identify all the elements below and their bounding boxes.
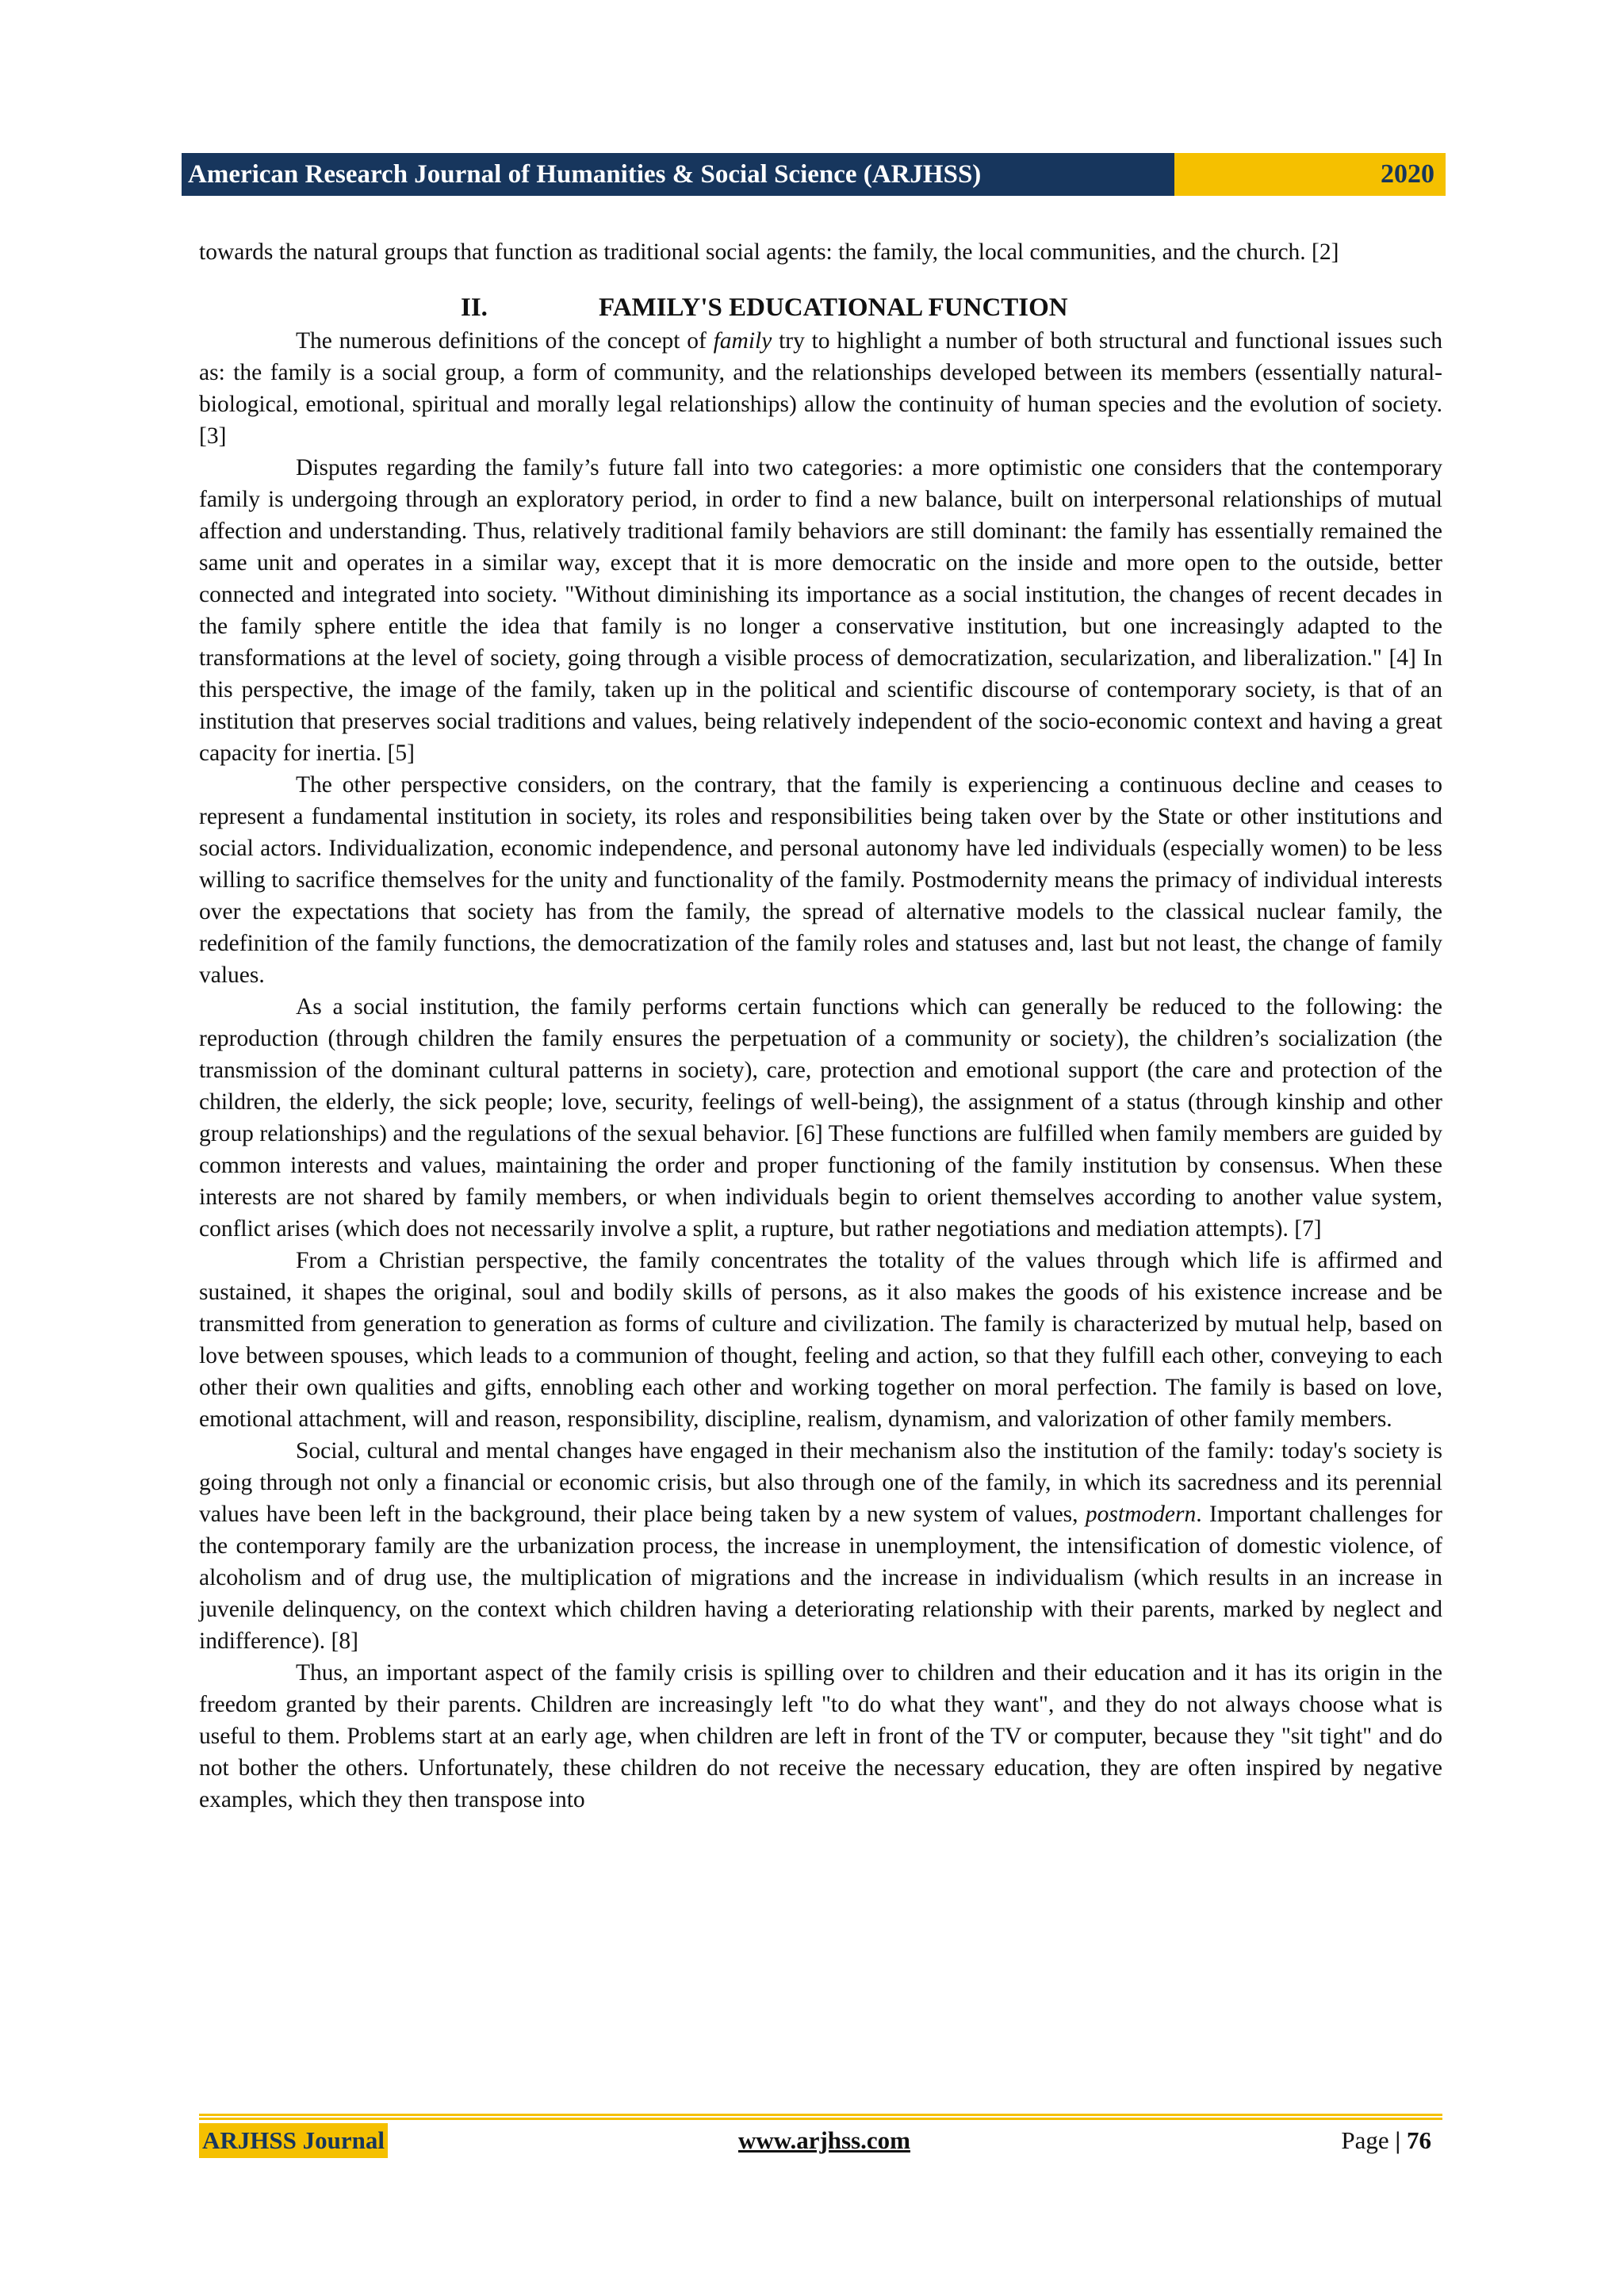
paragraph-changes — [199, 1435, 1442, 1657]
footer-divider — [199, 2114, 1442, 2120]
footer-journal-name: ARJHSS Journal — [199, 2123, 388, 2158]
footer-website-link[interactable]: www.arjhss.com — [738, 2126, 910, 2154]
paragraph-text: The numerous definitions of the concept of — [296, 328, 714, 354]
article-body — [199, 236, 1442, 1816]
paragraph-family-crisis: Thus, an important aspect of the family crisis is spilling over to children and their education and it has its origin in the freedom granted by their parents. Children are increasingly left "to do what they want", and they do not always choose what is useful to them. Problems start at an early age, when children are left in front of the TV or computer, because they "sit tight" and do not bother the others. Unfortunately, these children do not receive the necessary education, they are often inspired by negative examples, which they then transpose into — [199, 1660, 1442, 1812]
page-footer — [199, 2123, 1442, 2158]
continued-paragraph: towards the natural groups that function as traditional social agents: the family, the local communities, and the church. [2] — [199, 239, 1339, 265]
italic-term: family — [713, 328, 772, 354]
paragraph-functions: As a social institution, the family performs certain functions which can generally be reduced to the following: the reproduction (through children the family ensures the perpetuation of a community or society), the children’s socialization (the transmission of the dominant cultural patterns in society), care, protection and emotional support (the care and protection of the children, the elderly, the sick people; love, security, feelings of well-being), the assignment of a status (through kinship and other group relationships) and the regulations of the sexual behavior. [6] These functions are fulfilled when family members are guided by common interests and values, maintaining the order and proper functioning of the family institution by consensus. When these interests are not shared by family members, or when individuals begin to orient themselves according to another value system, conflict arises (which does not necessarily involve a split, a rupture, but rather negotiations and mediation attempts). [7] — [199, 994, 1442, 1242]
section-title: FAMILY'S EDUCATIONAL FUNCTION — [599, 293, 1068, 322]
paragraph-text: . Important challenges for the contemporary family are the urbanization process, the increase in unemployment, the intensification of domestic violence, of alcoholism and of drug use, the multiplication of migrations and the increase in individualism (which results in an increase in juvenile delinquency, on the context which children having a deteriorating relationship with their parents, marked by neglect and indifference). [8] — [199, 1502, 1442, 1654]
section-heading — [199, 290, 1442, 325]
section-number: II. — [461, 293, 488, 322]
page-separator: | — [1395, 2126, 1401, 2154]
running-header — [182, 153, 1446, 196]
paragraph-other-perspective: The other perspective considers, on the contrary, that the family is experiencing a continuous decline and ceases to represent a fundamental institution in society, its roles and responsibilities being taken over by the State or other institutions and social actors. Individualization, economic independence, and personal autonomy have led individuals (especially women) to be less willing to sacrifice themselves for the unity and functionality of the family. Postmodernity means the primacy of individual interests over the expectations that society has from the family, the spread of alternative models to the classical nuclear family, the redefinition of the family functions, the democratization of the family roles and statuses and, last but not least, the change of family values. — [199, 772, 1442, 988]
paragraph-disputes: Disputes regarding the family’s future fall into two categories: a more optimistic one considers that the contemporary family is undergoing through an exploratory period, in order to find a new balance, built on interpersonal relationships of mutual affection and understanding. Thus, relatively traditional family behaviors are still dominant: the family has essentially remained the same unit and operates in a similar way, except that it is more democratic on the inside and more open to the outside, better connected and integrated into society. "Without diminishing its importance as a social institution, the changes of recent decades in the family sphere entitle the idea that family is no longer a conservative institution, but one increasingly adapted to the transformations at the level of society, going through a visible process of democratization, secularization, and liberalization." [4] In this perspective, the image of the family, taken up in the political and scientific discourse of contemporary society, is that of an institution that preserves social traditions and values, being relatively independent of the socio-economic context and having a great capacity for inertia. [5] — [199, 455, 1442, 766]
paragraph-text: Social, cultural and mental changes have engaged in their mechanism also the institution of the family: today's society is going through not only a financial or economic crisis, but also through one of the family, in which its sacredness and its perennial values have been left in the background, their place being taken by a new system of values, — [199, 1438, 1442, 1527]
page-number: 76 — [1407, 2126, 1431, 2154]
journal-title: American Research Journal of Humanities & Social Science (ARJHSS) — [182, 153, 1174, 196]
paragraph-christian-perspective: From a Christian perspective, the family concentrates the totality of the values through which life is affirmed and sustained, it shapes the original, soul and bodily skills of persons, as it also makes the goods of his existence increase and be transmitted from generation to generation as forms of culture and civilization. The family is characterized by mutual help, based on love between spouses, which leads to a communion of thought, feeling and action, so that they fulfill each other, conveying to each other their own qualities and gifts, ennobling each other and working together on moral perfection. The family is based on love, emotional attachment, will and reason, responsibility, discipline, realism, dynamism, and valorization of other family members. — [199, 1248, 1442, 1432]
paragraph-definitions — [199, 325, 1442, 452]
page-number-block — [1341, 2123, 1431, 2158]
header-year: 2020 — [1174, 153, 1446, 196]
page-label: Page — [1341, 2126, 1389, 2154]
italic-term: postmodern — [1085, 1502, 1197, 1527]
paragraph-text: try to highlight a number of both structural and functional issues such as: the family is a social group, a form of community, and the relationships developed between its members (essentially natural-biological, emotional, spiritual and morally legal relationships) allow the continuity of human species and the evolution of society. [3] — [199, 328, 1442, 449]
